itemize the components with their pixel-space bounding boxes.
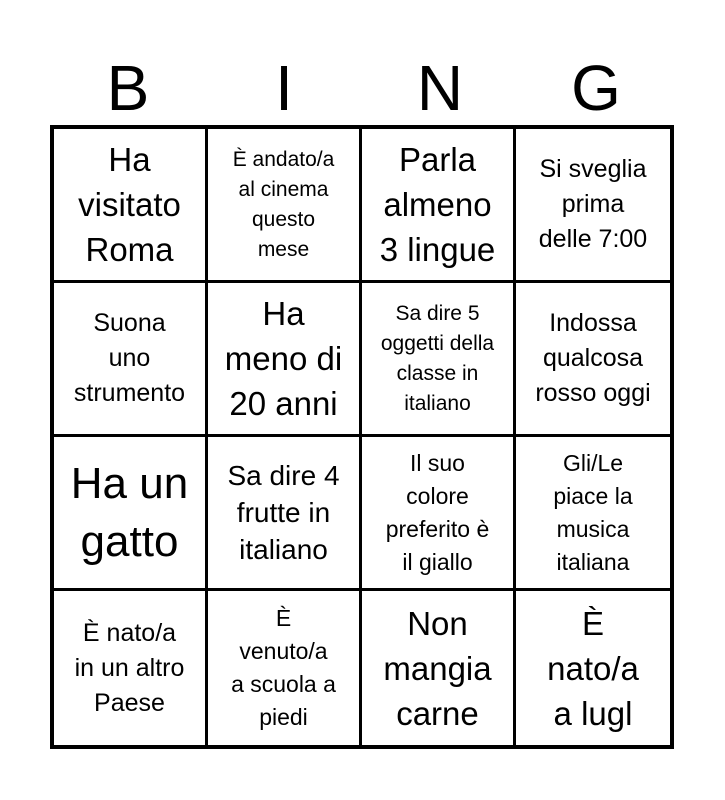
cell-text: Indossa qualcosa rosso oggi xyxy=(535,309,651,407)
bingo-cell[interactable] xyxy=(208,591,362,745)
bingo-cell[interactable] xyxy=(362,283,516,437)
bingo-cell[interactable] xyxy=(54,591,208,745)
bingo-cell[interactable] xyxy=(54,437,208,591)
bingo-cell[interactable] xyxy=(362,129,516,283)
header-letter-n: N xyxy=(416,52,464,124)
cell-text: Gli/Le piace la musica italiana xyxy=(553,449,633,575)
bingo-cell[interactable] xyxy=(362,591,516,745)
header-letter-g: G xyxy=(571,52,621,124)
bingo-cell[interactable] xyxy=(516,437,670,591)
header-letter-b: B xyxy=(106,52,150,124)
cell-text: È nato/a a lugl xyxy=(547,604,639,732)
bingo-cell[interactable] xyxy=(54,129,208,283)
bingo-cell[interactable] xyxy=(208,283,362,437)
cell-text: Ha un gatto xyxy=(70,458,189,566)
bingo-header xyxy=(50,52,674,122)
bingo-board xyxy=(50,125,674,749)
cell-text: Ha meno di 20 anni xyxy=(224,295,343,422)
bingo-cell[interactable] xyxy=(516,129,670,283)
bingo-cell[interactable] xyxy=(54,283,208,437)
cell-text: Non mangia carne xyxy=(383,604,492,732)
cell-text: Il suo colore preferito è il giallo xyxy=(385,449,490,575)
cell-text: È andato/a al cinema questo mese xyxy=(232,147,335,261)
cell-text: Sa dire 4 frutte in italiano xyxy=(227,460,340,565)
cell-text: Si sveglia prima delle 7:00 xyxy=(538,155,648,253)
bingo-cell[interactable] xyxy=(208,129,362,283)
bingo-cell[interactable] xyxy=(516,283,670,437)
cell-text: È venuto/a a scuola a piedi xyxy=(231,605,336,730)
cell-text: È nato/a in un altro Paese xyxy=(74,618,185,717)
cell-text: Parla almeno 3 lingue xyxy=(379,141,496,268)
bingo-cell[interactable] xyxy=(208,437,362,591)
header-letter-i: I xyxy=(275,52,293,124)
bingo-cell[interactable] xyxy=(516,591,670,745)
cell-text: Ha visitato Roma xyxy=(78,141,181,268)
bingo-cell[interactable] xyxy=(362,437,516,591)
cell-text: Sa dire 5 oggetti della classe in italiano xyxy=(380,301,495,415)
cell-text: Suona uno strumento xyxy=(73,309,186,407)
